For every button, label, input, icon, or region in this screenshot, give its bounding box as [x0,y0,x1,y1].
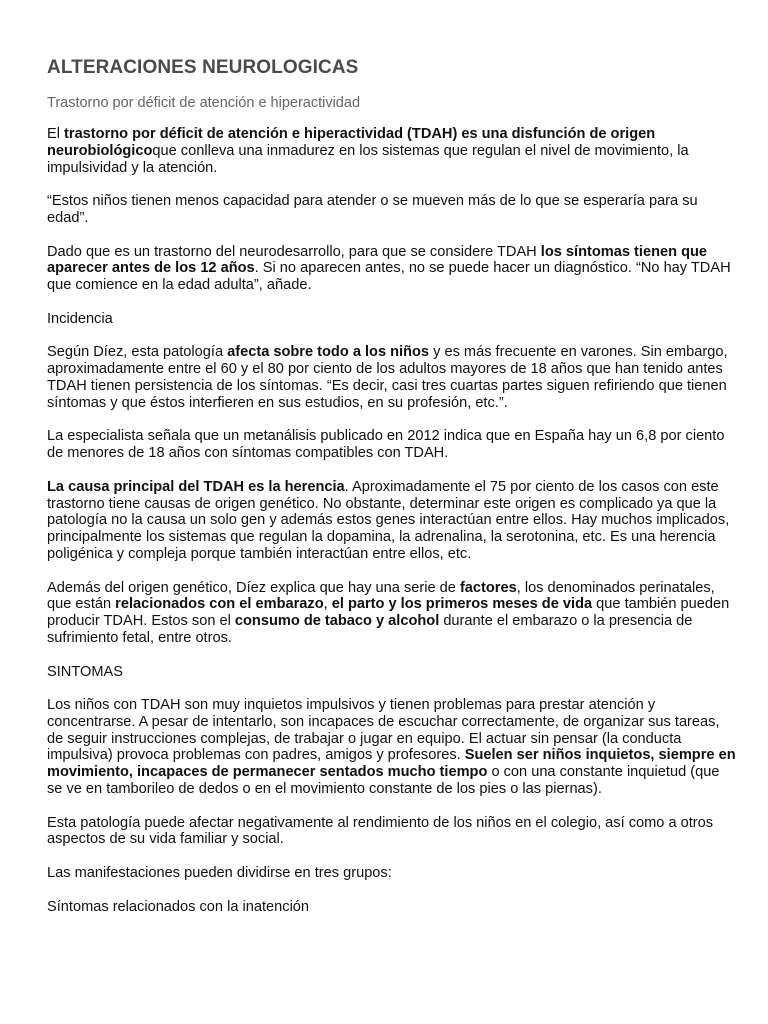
bold-run: consumo de tabaco y alcohol [234,613,440,630]
text-run: Dado que es un trastorno del neurodesarrollo, para que se considere TDAH [47,243,541,260]
paragraph-symptoms [47,697,737,798]
text-run: que también pueden producir TDAH. Estos son el [47,596,730,630]
text-run: . Si no aparecen antes, no se puede hacer un diagnóstico. “No hay TDAH que comience en la edad adulta”, añade. [47,260,731,294]
section-heading-incidencia [47,311,737,328]
paragraph-tdah-definition [47,126,737,176]
text-run: SINTOMAS [47,663,123,680]
page-subtitle: Trastorno por déficit de atención e hiperactividad [47,95,361,111]
text-run: Esta patología puede afectar negativamente al rendimiento de los niños en el colegio, así como a otros aspectos de su vida familiar y social. [47,814,714,848]
text-run: Además del origen genético, Díez explica que hay una serie de [47,579,460,596]
document-page [47,56,737,915]
text-run: Síntomas relacionados con la inatención [47,898,310,915]
text-run: durante el embarazo o la presencia de sufrimiento fetal, entre otros. [47,613,693,646]
paragraph-perinatal-factors [47,580,737,647]
text-run: y es más frecuente en varones. Sin embargo, aproximadamente entre el 60 y el 80 por ciento de los adultos mayores de 18 años que han tenido antes TDAH tienen persistencia de los síntomas. “Es decir, casi tres cuartas partes siguen refiriendo que tienen síntomas y que éstos interfieren en sus estudios, en su profesión, etc.”. [47,344,728,411]
text-run: , [323,596,332,613]
bold-run: La causa principal del TDAH es la herencia [47,478,345,495]
paragraph-quote [47,193,737,227]
text-run: Según Díez, esta patología [47,344,228,361]
bold-run: los síntomas tienen que aparecer antes de los 12 años [47,243,708,277]
text-run: . Aproximadamente el 75 por ciento de los casos con este trastorno tiene causas de origen genético. No obstante, determinar este origen es complicado ya que la patología no la causa un solo gen y además estos genes interactúan entre ellos. Hay muchos implicados, principalmente los sistemas que regulan la dopamina, la adrenalina, la serotonina, etc. Es una herencia poligénica y compleja porque también interactúan entre ellos, etc. [47,478,730,562]
bold-run: Suelen ser niños inquietos, siempre en movimiento, incapaces de permanecer sentados mucho tiempo [47,747,736,781]
page-title: ALTERACIONES NEUROLOGICAS [47,57,359,78]
paragraph-heredity [47,479,737,563]
paragraph-incidence [47,344,737,411]
text-run: que conlleva una inmadurez en los sistemas que regulan el nivel de movimiento, la impulsividad y la atención. [47,142,689,176]
section-heading-sintomas [47,664,737,681]
paragraph-metanalysis [47,428,737,462]
text-run: La especialista señala que un metanálisis publicado en 2012 indica que en España hay un 6,8 por ciento de menores de 18 años con síntomas compatibles con TDAH. [47,428,725,462]
text-run: o con una constante inquietud (que se ve en tamborileo de dedos o en el movimiento constante de los pies o las piernas). [47,764,720,798]
text-run: Las manifestaciones pueden dividirse en tres grupos: [47,865,392,882]
text-run: El [47,126,65,142]
paragraph-inattention [47,899,737,916]
text-run: , los denominados perinatales, que están [47,579,715,613]
text-run: Incidencia [47,310,113,327]
text-run: “Estos niños tienen menos capacidad para atender o se mueven más de lo que se esperaría para su edad”. [47,193,698,226]
paragraph-school-impact [47,815,737,849]
bold-run: relacionados con el embarazo [115,596,324,613]
bold-run: el parto y los primeros meses de vida [331,596,593,613]
bold-run: factores [459,579,517,596]
paragraph-onset [47,244,737,294]
text-run: Los niños con TDAH son muy inquietos impulsivos y tienen problemas para prestar atención y concentrarse. A pesar de intentarlo, son incapaces de escuchar correctamente, de organizar sus tareas, de seguir instrucciones complejas, de trabajar o jugar en equipo. El actuar sin pensar (la conducta impulsiva) provoca problemas con padres, amigos y profesores. [47,697,720,764]
paragraph-groups [47,865,737,882]
bold-run: trastorno por déficit de atención e hiperactividad (TDAH) es una disfunción de origen neurobiológico [47,126,656,159]
bold-run: afecta sobre todo a los niños [227,344,430,361]
